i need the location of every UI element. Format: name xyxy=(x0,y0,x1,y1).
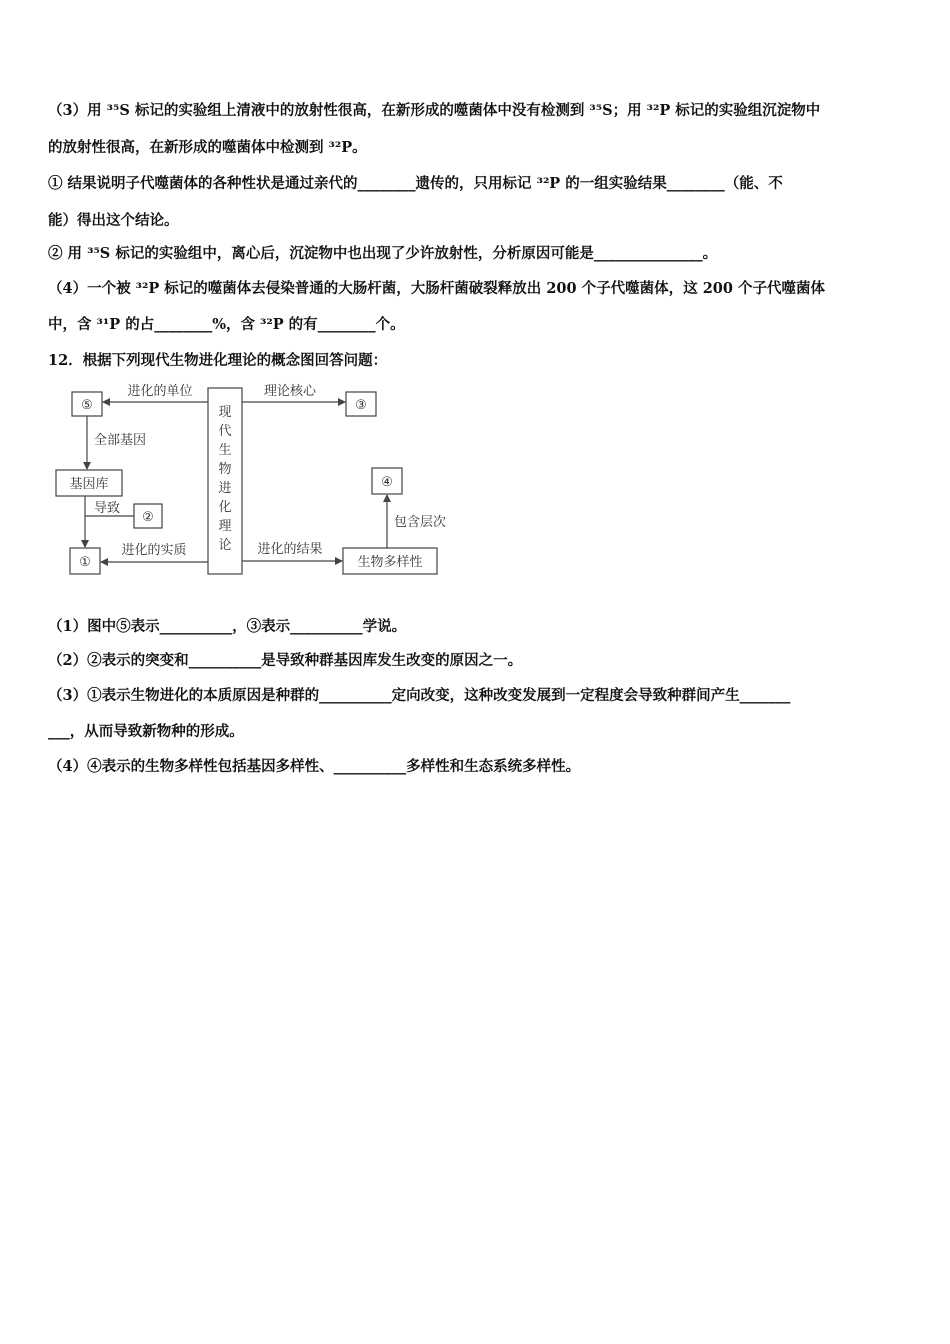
q11-part3-item2: ② 用 ³⁵S 标记的实验组中，离心后，沉淀物中也出现了少许放射性，分析原因可能是_______________。 xyxy=(48,245,718,262)
svg-text:现: 现 xyxy=(218,405,232,420)
node-4-label: ④ xyxy=(381,475,393,490)
label-levels: 包含层次 xyxy=(394,515,447,530)
svg-text:理: 理 xyxy=(218,519,232,534)
svg-text:进: 进 xyxy=(218,481,232,496)
diversity-label: 生物多样性 xyxy=(357,555,423,570)
q12-part4: （4）④表示的生物多样性包括基因多样性、__________多样性和生态系统多样性。 xyxy=(48,758,581,775)
q12-part3-line1: （3）①表示生物进化的本质原因是种群的__________定向改变，这种改变发展到一定程度会导致种群间产生_______ xyxy=(48,687,791,704)
q11-part3-item1-line1: ① 结果说明子代噬菌体的各种性状是通过亲代的________遗传的，只用标记 ³²P 的一组实验结果________（能、不 xyxy=(48,175,783,192)
svg-text:论: 论 xyxy=(218,538,232,553)
q11-part3-line2: 的放射性很高，在新形成的噬菌体中检测到 ³²P。 xyxy=(48,139,367,156)
label-core: 理论核心 xyxy=(263,384,317,399)
q12-part2: （2）②表示的突变和__________是导致种群基因库发生改变的原因之一。 xyxy=(48,652,523,669)
node-3-label: ③ xyxy=(355,398,367,413)
label-unit: 进化的单位 xyxy=(127,384,193,399)
svg-text:生: 生 xyxy=(218,443,232,458)
q12-stem: 12．根据下列现代生物进化理论的概念图回答问题： xyxy=(48,352,388,369)
label-all-genes: 全部基因 xyxy=(94,433,147,448)
label-result: 进化的结果 xyxy=(257,542,323,557)
node-2-label: ② xyxy=(142,510,154,525)
label-essence: 进化的实质 xyxy=(121,543,187,558)
q11-part4-line2: 中，含 ³¹P 的占________%，含 ³²P 的有________个。 xyxy=(48,316,405,333)
q11-part3-item1-line2: 能）得出这个结论。 xyxy=(48,212,179,229)
svg-text:化: 化 xyxy=(218,500,232,515)
q11-part4-line1: （4）一个被 ³²P 标记的噬菌体去侵染普通的大肠杆菌，大肠杆菌破裂释放出 200 个子代噬菌体，这 200 个子代噬菌体 xyxy=(48,280,826,297)
node-1-label: ① xyxy=(79,555,91,570)
svg-text:物: 物 xyxy=(218,462,232,477)
evolution-concept-diagram xyxy=(50,380,470,580)
q12-part1: （1）图中⑤表示__________，③表示__________学说。 xyxy=(48,618,407,635)
label-cause: 导致 xyxy=(94,501,121,516)
node-5-label: ⑤ xyxy=(81,398,93,413)
svg-text:代: 代 xyxy=(218,424,232,439)
q11-part3-line1: （3）用 ³⁵S 标记的实验组上清液中的放射性很高，在新形成的噬菌体中没有检测到 ³⁵S；用 ³²P 标记的实验组沉淀物中 xyxy=(48,102,821,119)
q12-part3-line2: ___，从而导致新物种的形成。 xyxy=(48,723,244,740)
gene-pool-label: 基因库 xyxy=(69,477,109,492)
